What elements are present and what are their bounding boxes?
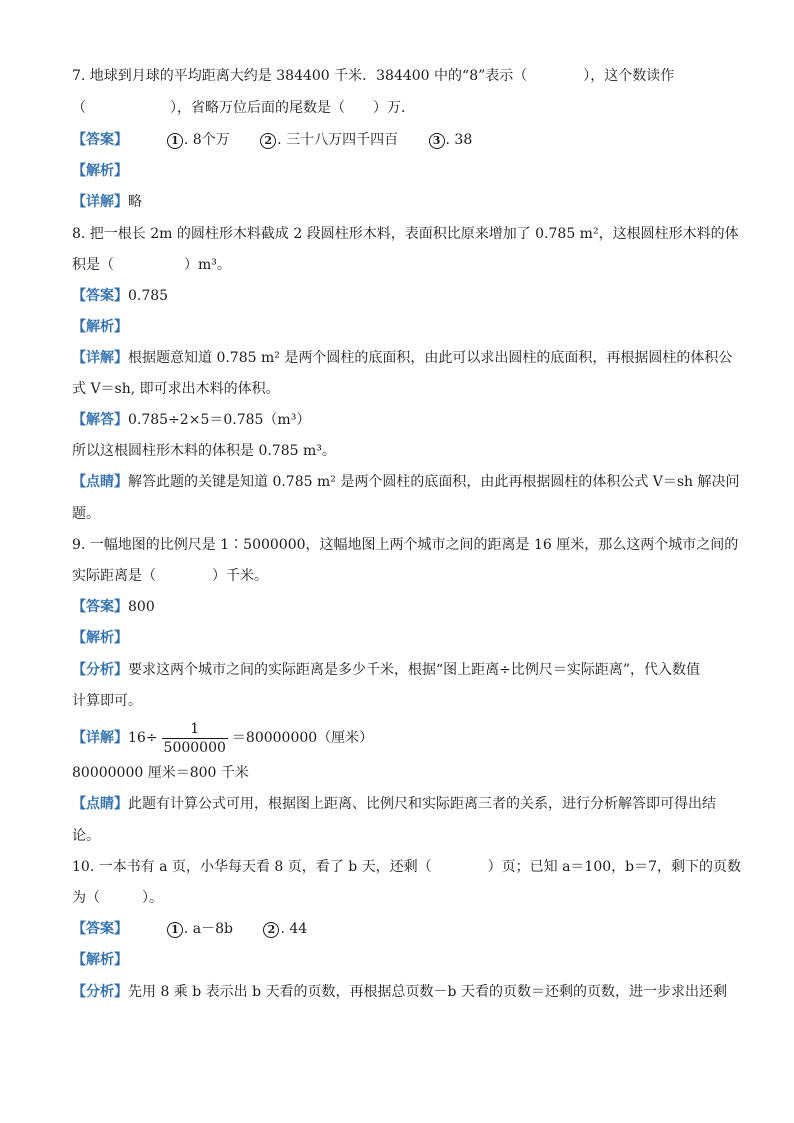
answer-tag: 【答案】 — [72, 599, 128, 615]
q10-answer-row — [72, 919, 333, 939]
q7-answer-3: 3 . 38 — [429, 130, 473, 150]
q9-stem-line2: 实际距离是（ ）千米。 — [72, 568, 268, 584]
q8-stem-line2: 积是（ ）m³。 — [72, 257, 231, 273]
q8-analysis-tag: 【解析】 — [72, 319, 128, 335]
q8-detail-line2: 式 V＝sh, 即可求出木料的体积。 — [72, 381, 280, 397]
q9-detail-line2: 80000000 厘米＝800 千米 — [72, 765, 249, 781]
q7-detail: 【详解】略 — [72, 194, 142, 210]
q8-answer: 【答案】0.785 — [72, 288, 169, 304]
q9-stem-line1: 9. 一幅地图的比例尺是 1∶5000000，这幅地图上两个城市之间的距离是 16 厘米，那么这两个城市之间的 — [72, 537, 739, 553]
circled-number-icon: 3 — [429, 133, 445, 149]
q8-comment-line1: 【点睛】解答此题的关键是知道 0.785 m² 是两个圆柱的底面积，由此再根据圆柱的体积公式 V＝sh 解决问 — [72, 474, 740, 490]
comment-tag: 【点睛】 — [72, 474, 128, 490]
q9-fenxi-line1: 【分析】要求这两个城市之间的实际距离是多少千米，根据“图上距离÷比例尺＝实际距离”，代入数值 — [72, 662, 701, 678]
q9-detail: 【详解】16÷ $\frac{1}{5000000}$ ＝80000000（厘米） — [72, 720, 374, 756]
circled-number-icon: 2 — [260, 133, 276, 149]
q9-comment-line2: 论。 — [72, 828, 100, 844]
q7-analysis-tag: 【解析】 — [72, 163, 128, 179]
q7-answer-1: 1 . 8个万 — [167, 130, 230, 150]
detail-tag: 【详解】 — [72, 350, 128, 366]
q9-comment-line1: 【点睛】此题有计算公式可用，根据图上距离、比例尺和实际距离三者的关系，进行分析解答即可得出结 — [72, 796, 716, 812]
circled-number-icon: 2 — [263, 922, 279, 938]
q10-stem-line1: 10. 一本书有 a 页，小华每天看 8 页，看了 b 天，还剩（ ）页；已知 a＝100，b＝7，剩下的页数 — [72, 859, 742, 875]
fenxi-tag: 【分析】 — [72, 662, 128, 678]
q8-solve: 【解答】0.785÷2×5＝0.785（m³） — [72, 412, 311, 428]
q8-stem-line1: 8. 把一根长 2m 的圆柱形木料截成 2 段圆柱形木料，表面积比原来增加了 0.785 m²，这根圆柱形木料的体 — [72, 226, 739, 242]
q9-answer: 【答案】800 — [72, 599, 155, 615]
answer-tag: 【答案】 — [72, 921, 128, 937]
circled-number-icon: 1 — [167, 133, 183, 149]
q10-analysis-tag: 【解析】 — [72, 952, 128, 968]
q7-answer-row — [72, 130, 498, 150]
q9-fenxi-line2: 计算即可。 — [72, 693, 142, 709]
detail-tag: 【详解】 — [72, 194, 128, 210]
solve-tag: 【解答】 — [72, 412, 128, 428]
q9-analysis-tag: 【解析】 — [72, 630, 128, 646]
answer-tag: 【答案】 — [72, 132, 128, 148]
q10-answer-2: 2 . 44 — [263, 919, 307, 939]
q10-answer-1: 1 . a－8b — [167, 919, 233, 939]
answer-tag: 【答案】 — [72, 288, 128, 304]
comment-tag: 【点睛】 — [72, 796, 128, 812]
q8-conclusion: 所以这根圆柱形木料的体积是 0.785 m³。 — [72, 443, 336, 459]
circled-number-icon: 1 — [167, 922, 183, 938]
q7-answer-2: 2 . 三十八万四千四百 — [260, 130, 398, 150]
q7-stem-line2: （ ），省略万位后面的尾数是（ ）万． — [72, 100, 415, 116]
detail-tag: 【详解】 — [72, 730, 128, 746]
q8-comment-line2: 题。 — [72, 506, 100, 522]
q10-fenxi-line1: 【分析】先用 8 乘 b 表示出 b 天看的页数，再根据总页数－b 天看的页数＝还剩的页数，进一步求出还剩 — [72, 984, 727, 1000]
q8-detail-line1: 【详解】根据题意知道 0.785 m² 是两个圆柱的底面积，由此可以求出圆柱的底面积，再根据圆柱的体积公 — [72, 350, 733, 366]
q7-stem-line1: 7. 地球到月球的平均距离大约是 384400 千米．384400 中的“8”表示（ ），这个数读作 — [72, 68, 675, 84]
fenxi-tag: 【分析】 — [72, 984, 128, 1000]
q10-stem-line2: 为（ ）。 — [72, 890, 163, 906]
fraction: $\frac{1}{5000000}$ — [163, 720, 226, 756]
